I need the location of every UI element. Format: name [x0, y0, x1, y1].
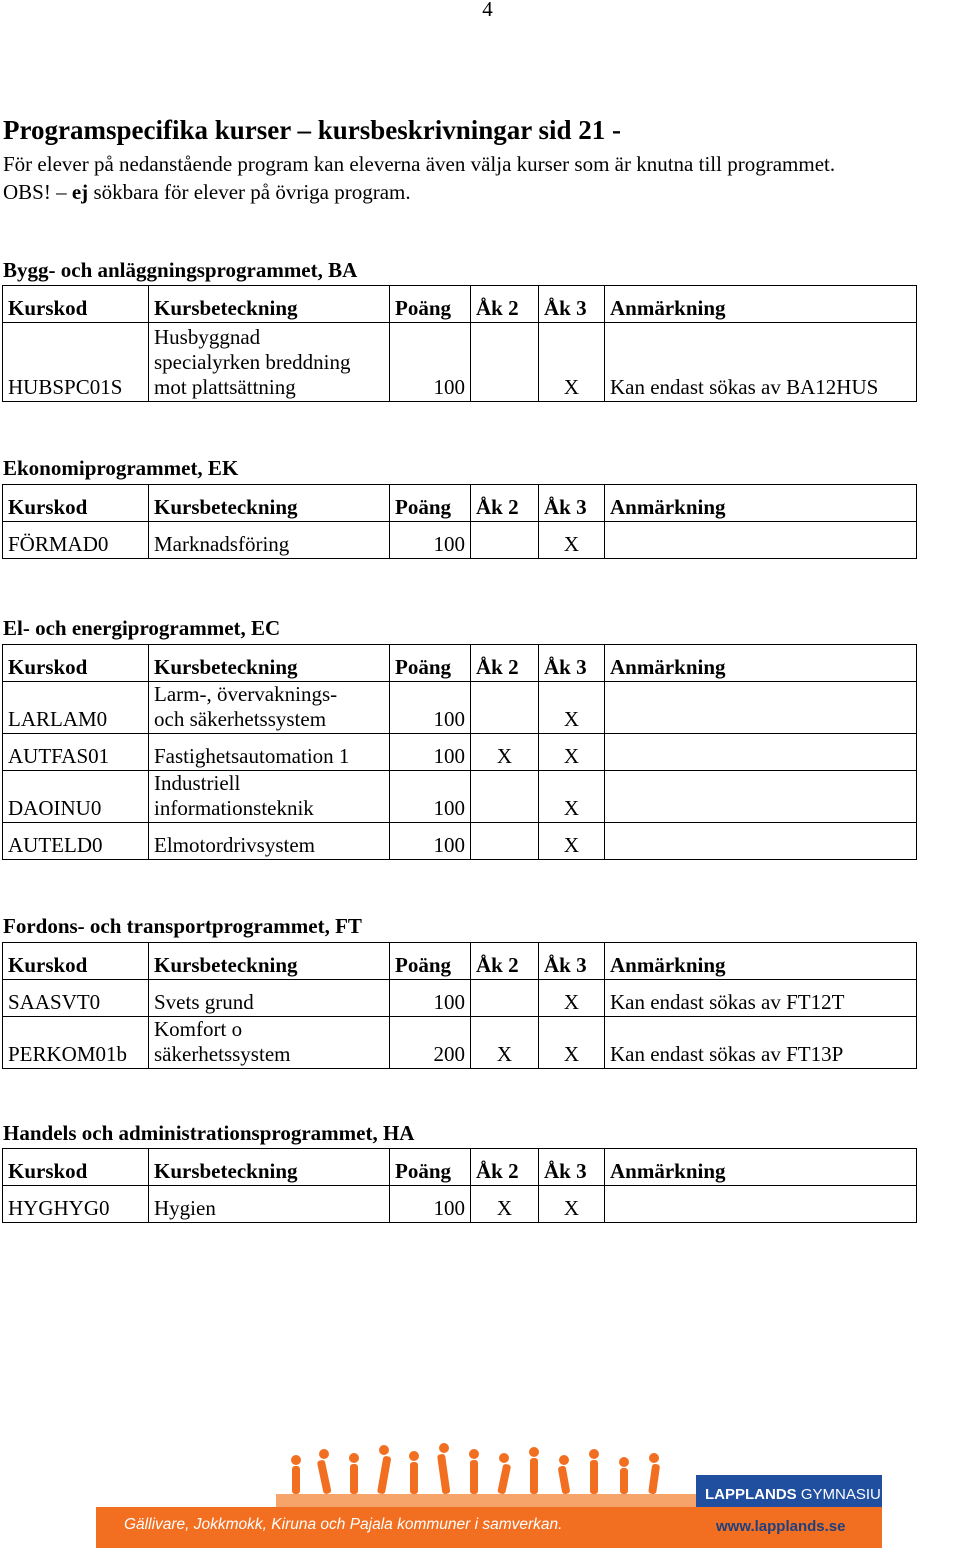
course-name-line: och säkerhetssystem: [154, 707, 327, 731]
column-header: Åk 3: [539, 1149, 605, 1186]
year-3-cell: X: [539, 682, 605, 734]
intro-line-2: [3, 178, 835, 206]
points-cell: 100: [390, 823, 471, 860]
course-name-line: Industriell: [154, 771, 241, 795]
column-header: Anmärkning: [605, 943, 917, 980]
column-header: Åk 2: [471, 943, 539, 980]
points-cell: 100: [390, 980, 471, 1017]
brand-name-rest: GYMNASIUM: [796, 1486, 894, 1503]
course-name-line: Marknadsföring: [154, 532, 290, 556]
intro-line-2-suffix: sökbara för elever på övriga program.: [88, 180, 411, 204]
year-3-cell: X: [539, 823, 605, 860]
table-row: [3, 771, 917, 823]
column-header: Anmärkning: [605, 286, 917, 323]
column-header: Kursbeteckning: [149, 943, 390, 980]
footer-url: www.lapplands.se: [716, 1518, 846, 1535]
note-cell: [605, 1186, 917, 1223]
course-code-cell: FÖRMAD0: [3, 522, 149, 559]
table-row: [3, 823, 917, 860]
course-code-cell: HYGHYG0: [3, 1186, 149, 1223]
year-2-cell: X: [471, 734, 539, 771]
points-cell: 100: [390, 522, 471, 559]
course-code-cell: HUBSPC01S: [3, 323, 149, 402]
column-header: Anmärkning: [605, 1149, 917, 1186]
points-cell: 100: [390, 734, 471, 771]
course-name-line: Komfort o: [154, 1017, 243, 1041]
year-2-cell: [471, 323, 539, 402]
column-header: Poäng: [390, 485, 471, 522]
column-header: Åk 3: [539, 485, 605, 522]
course-code-cell: LARLAM0: [3, 682, 149, 734]
course-table: [2, 285, 917, 402]
course-name-line: Larm-, övervaknings-: [154, 682, 338, 706]
points-cell: 100: [390, 682, 471, 734]
course-name-cell: [149, 1017, 390, 1069]
year-2-cell: [471, 823, 539, 860]
table-header-row: [3, 485, 917, 522]
course-name-cell: [149, 682, 390, 734]
column-header: Kursbeteckning: [149, 645, 390, 682]
column-header: Kurskod: [3, 1149, 149, 1186]
course-name-cell: [149, 771, 390, 823]
course-name-cell: [149, 323, 390, 402]
year-3-cell: X: [539, 771, 605, 823]
table-row: [3, 1017, 917, 1069]
table-header-row: [3, 1149, 917, 1186]
course-name-line: mot plattsättning: [154, 375, 296, 399]
year-2-cell: X: [471, 1017, 539, 1069]
column-header: Åk 3: [539, 645, 605, 682]
column-header: Åk 2: [471, 645, 539, 682]
course-name-line: Fastighetsautomation 1: [154, 744, 350, 768]
footer-tagline: Gällivare, Jokkmokk, Kiruna och Pajala kommuner i samverkan.: [124, 1516, 563, 1533]
year-3-cell: X: [539, 1186, 605, 1223]
points-cell: 100: [390, 771, 471, 823]
brand-name-bold: LAPPLANDS: [705, 1486, 797, 1503]
course-name-cell: [149, 522, 390, 559]
points-cell: 100: [390, 1186, 471, 1223]
column-header: Åk 2: [471, 286, 539, 323]
year-3-cell: X: [539, 980, 605, 1017]
points-cell: 100: [390, 323, 471, 402]
table-row: [3, 323, 917, 402]
course-name-cell: [149, 1186, 390, 1223]
column-header: Kurskod: [3, 943, 149, 980]
note-cell: Kan endast sökas av FT13P: [605, 1017, 917, 1069]
year-2-cell: [471, 771, 539, 823]
column-header: Åk 3: [539, 943, 605, 980]
year-2-cell: [471, 522, 539, 559]
column-header: Åk 2: [471, 1149, 539, 1186]
course-code-cell: DAOINU0: [3, 771, 149, 823]
page-heading: Programspecifika kurser – kursbeskrivningar sid 21 -: [3, 115, 622, 145]
course-name-line: informationsteknik: [154, 796, 314, 820]
column-header: Åk 2: [471, 485, 539, 522]
section-title: Bygg- och anläggningsprogrammet, BA: [3, 258, 358, 282]
section-title: Handels och administrationsprogrammet, HA: [3, 1121, 415, 1145]
year-3-cell: X: [539, 734, 605, 771]
column-header: Poäng: [390, 645, 471, 682]
course-code-cell: AUTFAS01: [3, 734, 149, 771]
section-title: El- och energiprogrammet, EC: [3, 616, 281, 640]
course-name-line: Hygien: [154, 1196, 216, 1220]
intro-line-1: För elever på nedanstående program kan eleverna även välja kurser som är knutna till programmet.: [3, 152, 836, 176]
column-header: Anmärkning: [605, 485, 917, 522]
page-number: 4: [482, 0, 493, 21]
year-2-cell: [471, 980, 539, 1017]
column-header: Kursbeteckning: [149, 1149, 390, 1186]
column-header: Åk 3: [539, 286, 605, 323]
column-header: Kursbeteckning: [149, 485, 390, 522]
note-cell: Kan endast sökas av BA12HUS: [605, 323, 917, 402]
course-name-line: Elmotordrivsystem: [154, 833, 315, 857]
column-header: Kurskod: [3, 286, 149, 323]
course-name-line: Husbyggnad: [154, 325, 261, 349]
course-table: [2, 1148, 917, 1223]
column-header: Kursbeteckning: [149, 286, 390, 323]
note-cell: [605, 734, 917, 771]
section-title: Ekonomiprogrammet, EK: [3, 456, 239, 480]
column-header: Kurskod: [3, 485, 149, 522]
course-table: [2, 644, 917, 860]
table-row: [3, 1186, 917, 1223]
note-cell: [605, 682, 917, 734]
intro-line-2-prefix: OBS! –: [3, 180, 72, 204]
table-row: [3, 522, 917, 559]
course-name-line: specialyrken breddning: [154, 350, 351, 374]
year-3-cell: X: [539, 522, 605, 559]
column-header: Kurskod: [3, 645, 149, 682]
year-3-cell: X: [539, 323, 605, 402]
course-name-line: säkerhetssystem: [154, 1042, 291, 1066]
note-cell: [605, 823, 917, 860]
note-cell: [605, 771, 917, 823]
column-header: Poäng: [390, 1149, 471, 1186]
course-name-line: Svets grund: [154, 990, 254, 1014]
course-name-cell: [149, 734, 390, 771]
points-cell: 200: [390, 1017, 471, 1069]
column-header: Poäng: [390, 943, 471, 980]
course-name-cell: [149, 823, 390, 860]
year-2-cell: [471, 682, 539, 734]
course-table: [2, 942, 917, 1069]
column-header: Poäng: [390, 286, 471, 323]
table-row: [3, 682, 917, 734]
note-cell: Kan endast sökas av FT12T: [605, 980, 917, 1017]
column-header: Anmärkning: [605, 645, 917, 682]
intro-line-2-emphasis: ej: [71, 180, 89, 204]
section-title: Fordons- och transportprogrammet, FT: [3, 914, 362, 938]
year-3-cell: X: [539, 1017, 605, 1069]
table-row: [3, 980, 917, 1017]
footer-banner: [96, 1440, 894, 1548]
course-code-cell: AUTELD0: [3, 823, 149, 860]
note-cell: [605, 522, 917, 559]
intro-text: [3, 150, 835, 206]
course-name-cell: [149, 980, 390, 1017]
table-header-row: [3, 286, 917, 323]
table-header-row: [3, 943, 917, 980]
table-row: [3, 734, 917, 771]
year-2-cell: X: [471, 1186, 539, 1223]
people-silhouettes-logo: [276, 1440, 696, 1510]
course-code-cell: SAASVT0: [3, 980, 149, 1017]
course-table: [2, 484, 917, 559]
table-header-row: [3, 645, 917, 682]
course-code-cell: PERKOM01b: [3, 1017, 149, 1069]
